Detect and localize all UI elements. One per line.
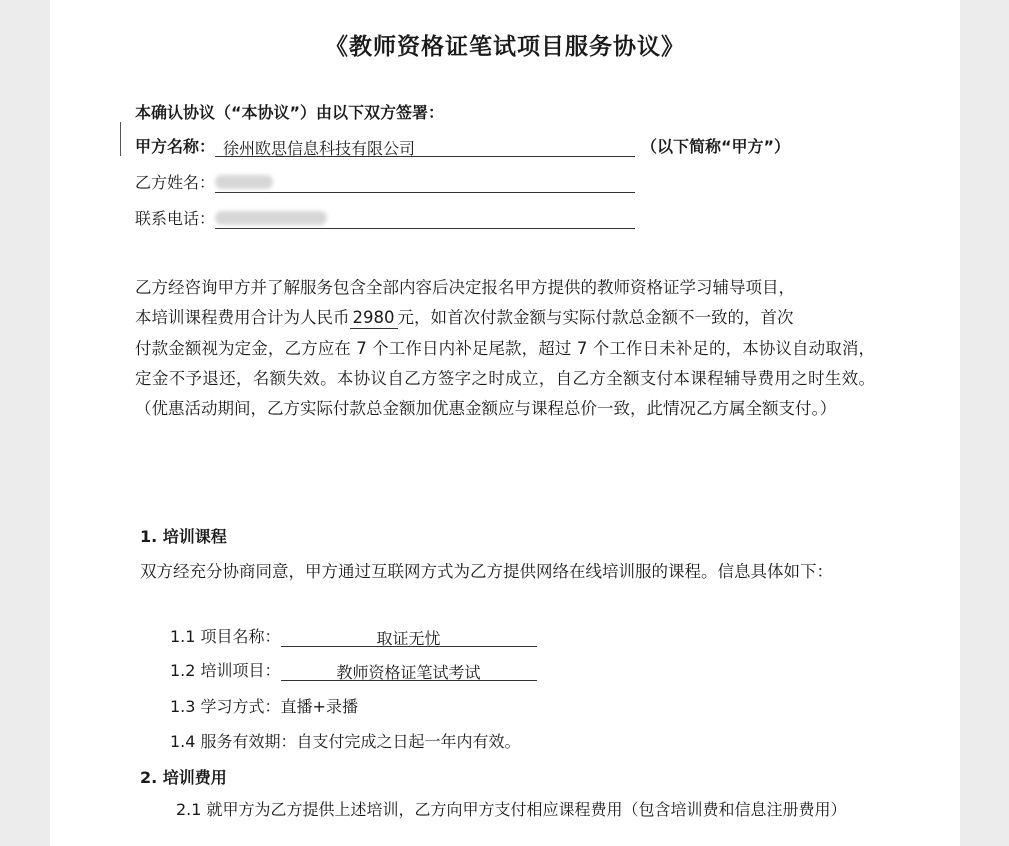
party-a-row <box>135 134 790 157</box>
party-a-suffix: （以下简称“甲方”） <box>641 137 791 156</box>
section-1-title: 1. 培训课程 <box>140 527 227 546</box>
terms-rest: 付款金额视为定金，乙方应在 7 个工作日内补足尾款，超过 7 个工作日未补足的，本协议自动取消，定金不予退还，名额失效。本协议自乙方签字之时成立，自乙方全额支付本课程辅导费用之时生效。（优惠活动期间，乙方实际付款总金额加优惠金额应与课程总价一致，此情况乙方属全额支付。） <box>135 338 875 419</box>
agreement-page <box>50 0 960 846</box>
agreement-title: 《教师资格证笔试项目服务协议》 <box>325 34 685 60</box>
terms-line-2 <box>135 303 875 333</box>
section-1-body: 双方经充分协商同意，甲方通过互联网方式为乙方提供网络在线培训服的课程。信息具体如下： <box>140 562 833 581</box>
item-1-1 <box>170 624 537 647</box>
party-b-label: 乙方姓名： <box>135 173 216 192</box>
terms-line-1: 乙方经咨询甲方并了解服务包含全部内容后决定报名甲方提供的教师资格证学习辅导项目， <box>135 278 795 297</box>
item-1-1-label: 1.1 项目名称： <box>170 627 281 646</box>
party-b-row <box>135 170 635 193</box>
item-1-3: 1.3 学习方式：直播+录播 <box>170 697 358 716</box>
redacted-name <box>215 175 273 189</box>
party-a-name-field: 徐州欧思信息科技有限公司 <box>215 136 635 157</box>
text-cursor <box>120 122 121 156</box>
terms-line-2a: 本培训课程费用合计为人民币 <box>135 308 350 328</box>
item-1-4: 1.4 服务有效期：自支付完成之日起一年内有效。 <box>170 732 521 751</box>
party-b-name-field <box>215 172 635 193</box>
phone-row <box>135 206 635 229</box>
redacted-phone <box>215 211 327 225</box>
fee-amount: 2980 <box>350 308 398 329</box>
phone-field <box>215 208 635 229</box>
phone-label: 联系电话： <box>135 209 216 228</box>
terms-paragraph <box>135 273 875 424</box>
item-2-1: 2.1 就甲方为乙方提供上述培训，乙方向甲方支付相应课程费用（包含培训费和信息注册费用） <box>176 800 847 819</box>
terms-line-2b: 元，如首次付款金额与实际付款总金额不一致的，首次 <box>397 308 794 328</box>
intro-line: 本确认协议（“本协议”）由以下双方签署： <box>135 103 445 122</box>
item-1-1-value: 取证无忧 <box>281 626 537 647</box>
party-a-label: 甲方名称： <box>135 137 216 156</box>
item-1-2-value: 教师资格证笔试考试 <box>281 660 537 681</box>
section-2-title: 2. 培训费用 <box>140 768 227 787</box>
item-1-2 <box>170 658 537 681</box>
item-1-2-label: 1.2 培训项目： <box>170 661 281 680</box>
